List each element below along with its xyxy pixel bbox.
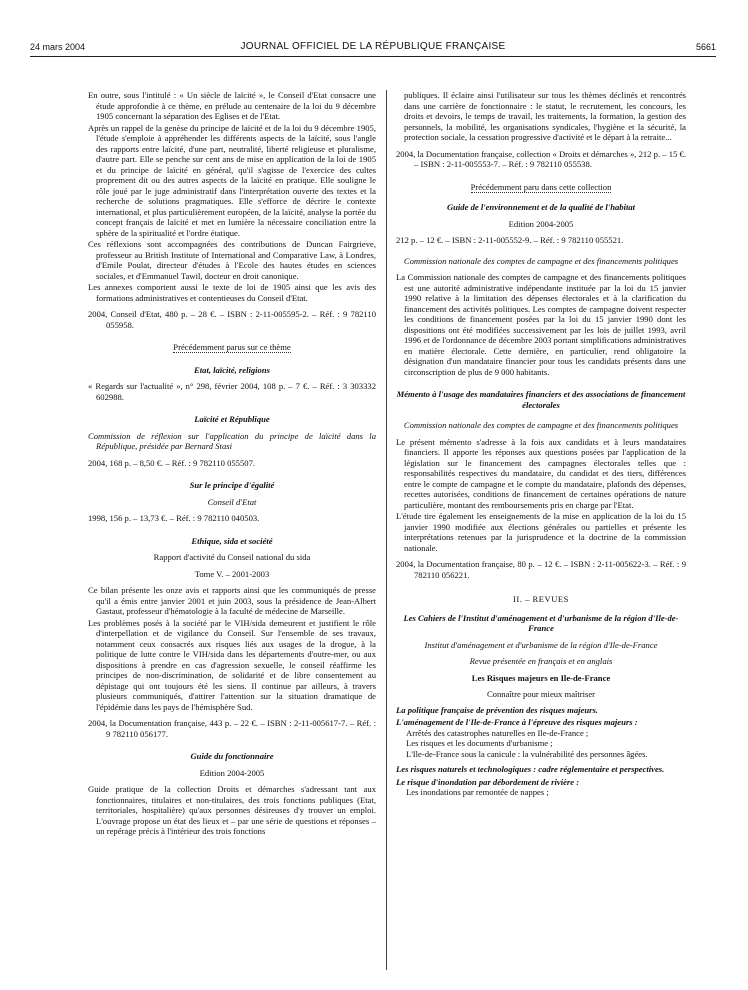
contents-item: Le risque d'inondation par débordement de rivière : xyxy=(396,776,580,787)
edition-label: Edition 2004-2005 xyxy=(508,218,574,229)
edition-label: Edition 2004-2005 xyxy=(199,767,265,778)
paragraph: Les annexes comportent aussi le texte de loi de 1905 ainsi que les avis des formations administratives et contentieuses du Conseil d'Etat. xyxy=(88,282,376,303)
author-line: Conseil d'Etat xyxy=(207,496,257,507)
subheading: Sur le principe d'égalité xyxy=(189,480,275,490)
reference: « Regards sur l'actualité », n° 298, février 2004, 108 p. – 7 €. – Réf. : 3 303332 602988. xyxy=(88,381,376,402)
contents-subitem: L'Ile-de-France sous la canicule : la vulnérabilité des personnes âgées. xyxy=(406,748,648,759)
issue-subtitle: Connaître pour mieux maîtriser xyxy=(486,689,596,699)
subheading: Etat, laïcité, religions xyxy=(194,364,270,375)
subheading: Les Cahiers de l'Institut d'aménagement et d'urbanisme de la région d'Ile-de-France xyxy=(403,612,679,633)
page-header xyxy=(30,40,716,57)
paragraph: Guide pratique de la collection Droits et démarches s'adressant tant aux fonctionnaires, titulaires et non-titulaires, des trois fonctions publiques (Etat, territoriales, hospitalière) qu'aux personnes désireuses d'y trouver un emploi. L'ouvrage propose un état des lieux et – par une série de questions et réponses – un repérage précis à l'intérieur des trois fonctions xyxy=(88,784,376,836)
separator-text: Précédemment parus sur ce thème xyxy=(173,342,291,352)
right-column xyxy=(396,90,686,798)
paragraph: Les problèmes posés à la société par le VIH/sida demeurent et justifient le rôle d'interpellation et de vigilance du Conseil. Sur l'ensemble de ses travaux, notamment ceux consacrés aux risques liés aux usages de la drogue, à la politique de lutte contre le VIH/sida dans les départements d'outre-mer, ou aux dispositions à prendre en cas d'agression sexuelle, le conseil réaffirme les principes de non-discrimination, de solidarité et de libre consentement au dépistage qui ont toujours été les siens. Il continue par ailleurs, à travers plusieurs communiqués, d'attirer l'attention sur la situation dramatique de l'épidémie dans les pays de l'hémisphère Sud. xyxy=(88,617,376,712)
paragraph: Le présent mémento s'adresse à la fois aux candidats et à leurs mandataires financiers. Il apporte les réponses aux questions posées par l'application de la législation sur le financement des campagnes électorales telles que : responsabilités respectives du mandataire, du candidat et des tiers, différences entre le compte de campagne et le compte du mandataire, plafonds des dépenses, recettes autorisées, conditions de financement de certaines opérations de nature particulière, montant des remboursements pris en charge par l'Etat. xyxy=(396,436,686,510)
paragraph: L'étude tire également les enseignements de la mise en application de la loi du 15 janvier 1990 modifiée aux élections générales ou partielles et présente les interprétations retenues par la jurisprudence et la doctrine de la commission nationale. xyxy=(396,511,686,553)
section-separator xyxy=(396,182,686,193)
section-heading: II. – REVUES xyxy=(513,594,569,604)
author-line: Institut d'aménagement et d'urbanisme de la région d'Ile-de-France xyxy=(424,639,658,650)
reference: 1998, 156 p. – 13,73 €. – Réf. : 9 782110 040503. xyxy=(88,513,260,523)
contents-item: L'aménagement de l'Ile-de-France à l'épreuve des risques majeurs : xyxy=(396,717,638,727)
paragraph: En outre, sous l'intitulé : « Un siècle de laïcité », le Conseil d'Etat consacre une étude approfondie à ce thème, en prélude au centenaire de la loi du 9 décembre 1905 concernant la séparation des Eglises et de l'Etat. xyxy=(88,90,376,121)
language-note: Revue présentée en français et en anglais xyxy=(469,656,613,666)
reference: 2004, Conseil d'Etat, 480 p. – 28 €. – ISBN : 2-11-005595-2. – Réf. : 9 782110 055958. xyxy=(88,309,376,330)
author-line: Commission de réflexion sur l'application du principe de laïcité dans la République, présidée par Bernard Stasi xyxy=(88,430,376,451)
left-column xyxy=(88,90,376,838)
paragraph: Ce bilan présente les onze avis et rapports ainsi que les communiqués de presse qu'il a émis entre janvier 2001 et juin 2003, sous la présidence de Jean-Albert Gastaut, professeur d'hématologie à la faculté de médecine de Marseille. xyxy=(88,585,376,616)
header-date: 24 mars 2004 xyxy=(30,42,86,52)
subheading: Mémento à l'usage des mandataires financiers et des associations de financement électorales xyxy=(396,389,686,410)
subheading: Ethique, sida et société xyxy=(191,535,273,546)
reference: 2004, la Documentation française, collection « Droits et démarches », 212 p. – 15 €. – ISBN : 2-11-005553-7. – Réf. : 9 782110 055538. xyxy=(396,148,686,169)
author-line: Commission nationale des comptes de campagne et des financements politiques xyxy=(403,255,679,266)
paragraph: La Commission nationale des comptes de campagne et des financements politiques est une autorité administrative indépendante instituée par la loi du 15 janvier 1990 relative à la limitation des dépenses électorales et à la clarification du financement des activités politiques. Les comptes de campagne doivent respecter les conditions de financement posées par la loi du 15 janvier 1990 dont les dispositions ont été modifiées successivement par les lois de juillet 1993, avril 1996 et de l'ordonnance de décembre 2003 portant simplifications administratives en matière électorale. Cette dernière, en particulier, rend obligatoire la désignation d'un mandataire financier pour tous les candidats présents dans une circonscription de plus de 9 000 habitants. xyxy=(396,272,686,377)
contents-subitem: Les inondations par remontée de nappes ; xyxy=(406,787,549,797)
volume-label: Tome V. – 2001-2003 xyxy=(194,568,270,579)
header-title: JOURNAL OFFICIEL DE LA RÉPUBLIQUE FRANÇAISE xyxy=(240,41,506,52)
author-line: Commission nationale des comptes de campagne et des financements politiques xyxy=(403,420,679,430)
contents-subitem: Arrêtés des catastrophes naturelles en Ile-de-France ; xyxy=(406,727,589,738)
issue-title: Les Risques majeurs en Ile-de-France xyxy=(471,672,611,683)
subheading: Guide de l'environnement et de la qualité de l'habitat xyxy=(446,202,636,212)
paragraph: publiques. Il éclaire ainsi l'utilisateur sur tous les thèmes déclinés et rencontrés dans une carrière de fonctionnaire : le statut, le recrutement, les concours, les droits et devoirs, le temps de travail, les traitements, la formation, la gestion des personnels, la mobilité, les organisations syndicales, l'hygiène et la sécurité, la protection sociale, la cessation progressive d'activité et le départ à la retraite... xyxy=(404,90,686,142)
reference: 2004, la Documentation française, 80 p. – 12 €. – ISBN : 2-11-005622-3. – Réf. : 9 782110 056221. xyxy=(396,559,686,580)
contents-item: La politique française de prévention des risques majeurs. xyxy=(396,704,598,715)
subheading: Guide du fonctionnaire xyxy=(190,751,274,761)
header-page-number: 5661 xyxy=(695,42,716,52)
reference: 212 p. – 12 €. – ISBN : 2-11-005552-9. – Réf. : 9 782110 055521. xyxy=(396,235,624,245)
reference: 2004, la Documentation française, 443 p. – 22 €. – ISBN : 2-11-005617-7. – Réf. : 9 782110 056177. xyxy=(88,718,376,739)
reference: 2004, 168 p. – 8,50 €. – Réf. : 9 782110 055507. xyxy=(88,457,256,468)
column-divider xyxy=(386,90,387,970)
section-separator xyxy=(88,342,376,353)
contents-subitem: Les risques et les documents d'urbanisme ; xyxy=(406,738,553,748)
contents-item: Les risques naturels et technologiques : cadre réglementaire et perspectives. xyxy=(396,764,665,774)
report-title: Rapport d'activité du Conseil national du sida xyxy=(153,552,311,562)
paragraph: Ces réflexions sont accompagnées des contributions de Duncan Fairgrieve, professeur au British Institute of International and Comparative Law, à Londres, d'Emile Poulat, directeur d'études à l'Ecole des hautes études en sciences sociales, et d'Emmanuel Tawil, docteur en droit canonique. xyxy=(88,239,376,281)
subheading: Laïcité et République xyxy=(194,414,270,424)
separator-text: Précédemment paru dans cette collection xyxy=(470,181,612,192)
paragraph: Après un rappel de la genèse du principe de laïcité et de la loi du 9 décembre 1905, l'étude s'emploie à appréhender les différents aspects de la laïcité, sous l'angle des rapports entre laïcité, d'une part, neutralité, liberté religieuse et pluralisme, d'autre part. Elle se penche sur cent ans de mise en application de la loi de 1905 et du principe de laïcité en général, qu'il s'agisse de l'exercice des cultes proprement dit ou des autres aspects de la laïcité en pratique. Elle souligne le rôle joué par le juge administratif dans l'interprétation ouverte des textes et la recherche de solutions pragmatiques. Elle s'efforce de décrire le contexte international, et plus particulièrement européen, de la laïcité, analyse la portée du concept français de laïcité et met en lumière la nécessaire conciliation entre la sphère de la spiritualité et l'ordre étatique. xyxy=(88,122,376,238)
